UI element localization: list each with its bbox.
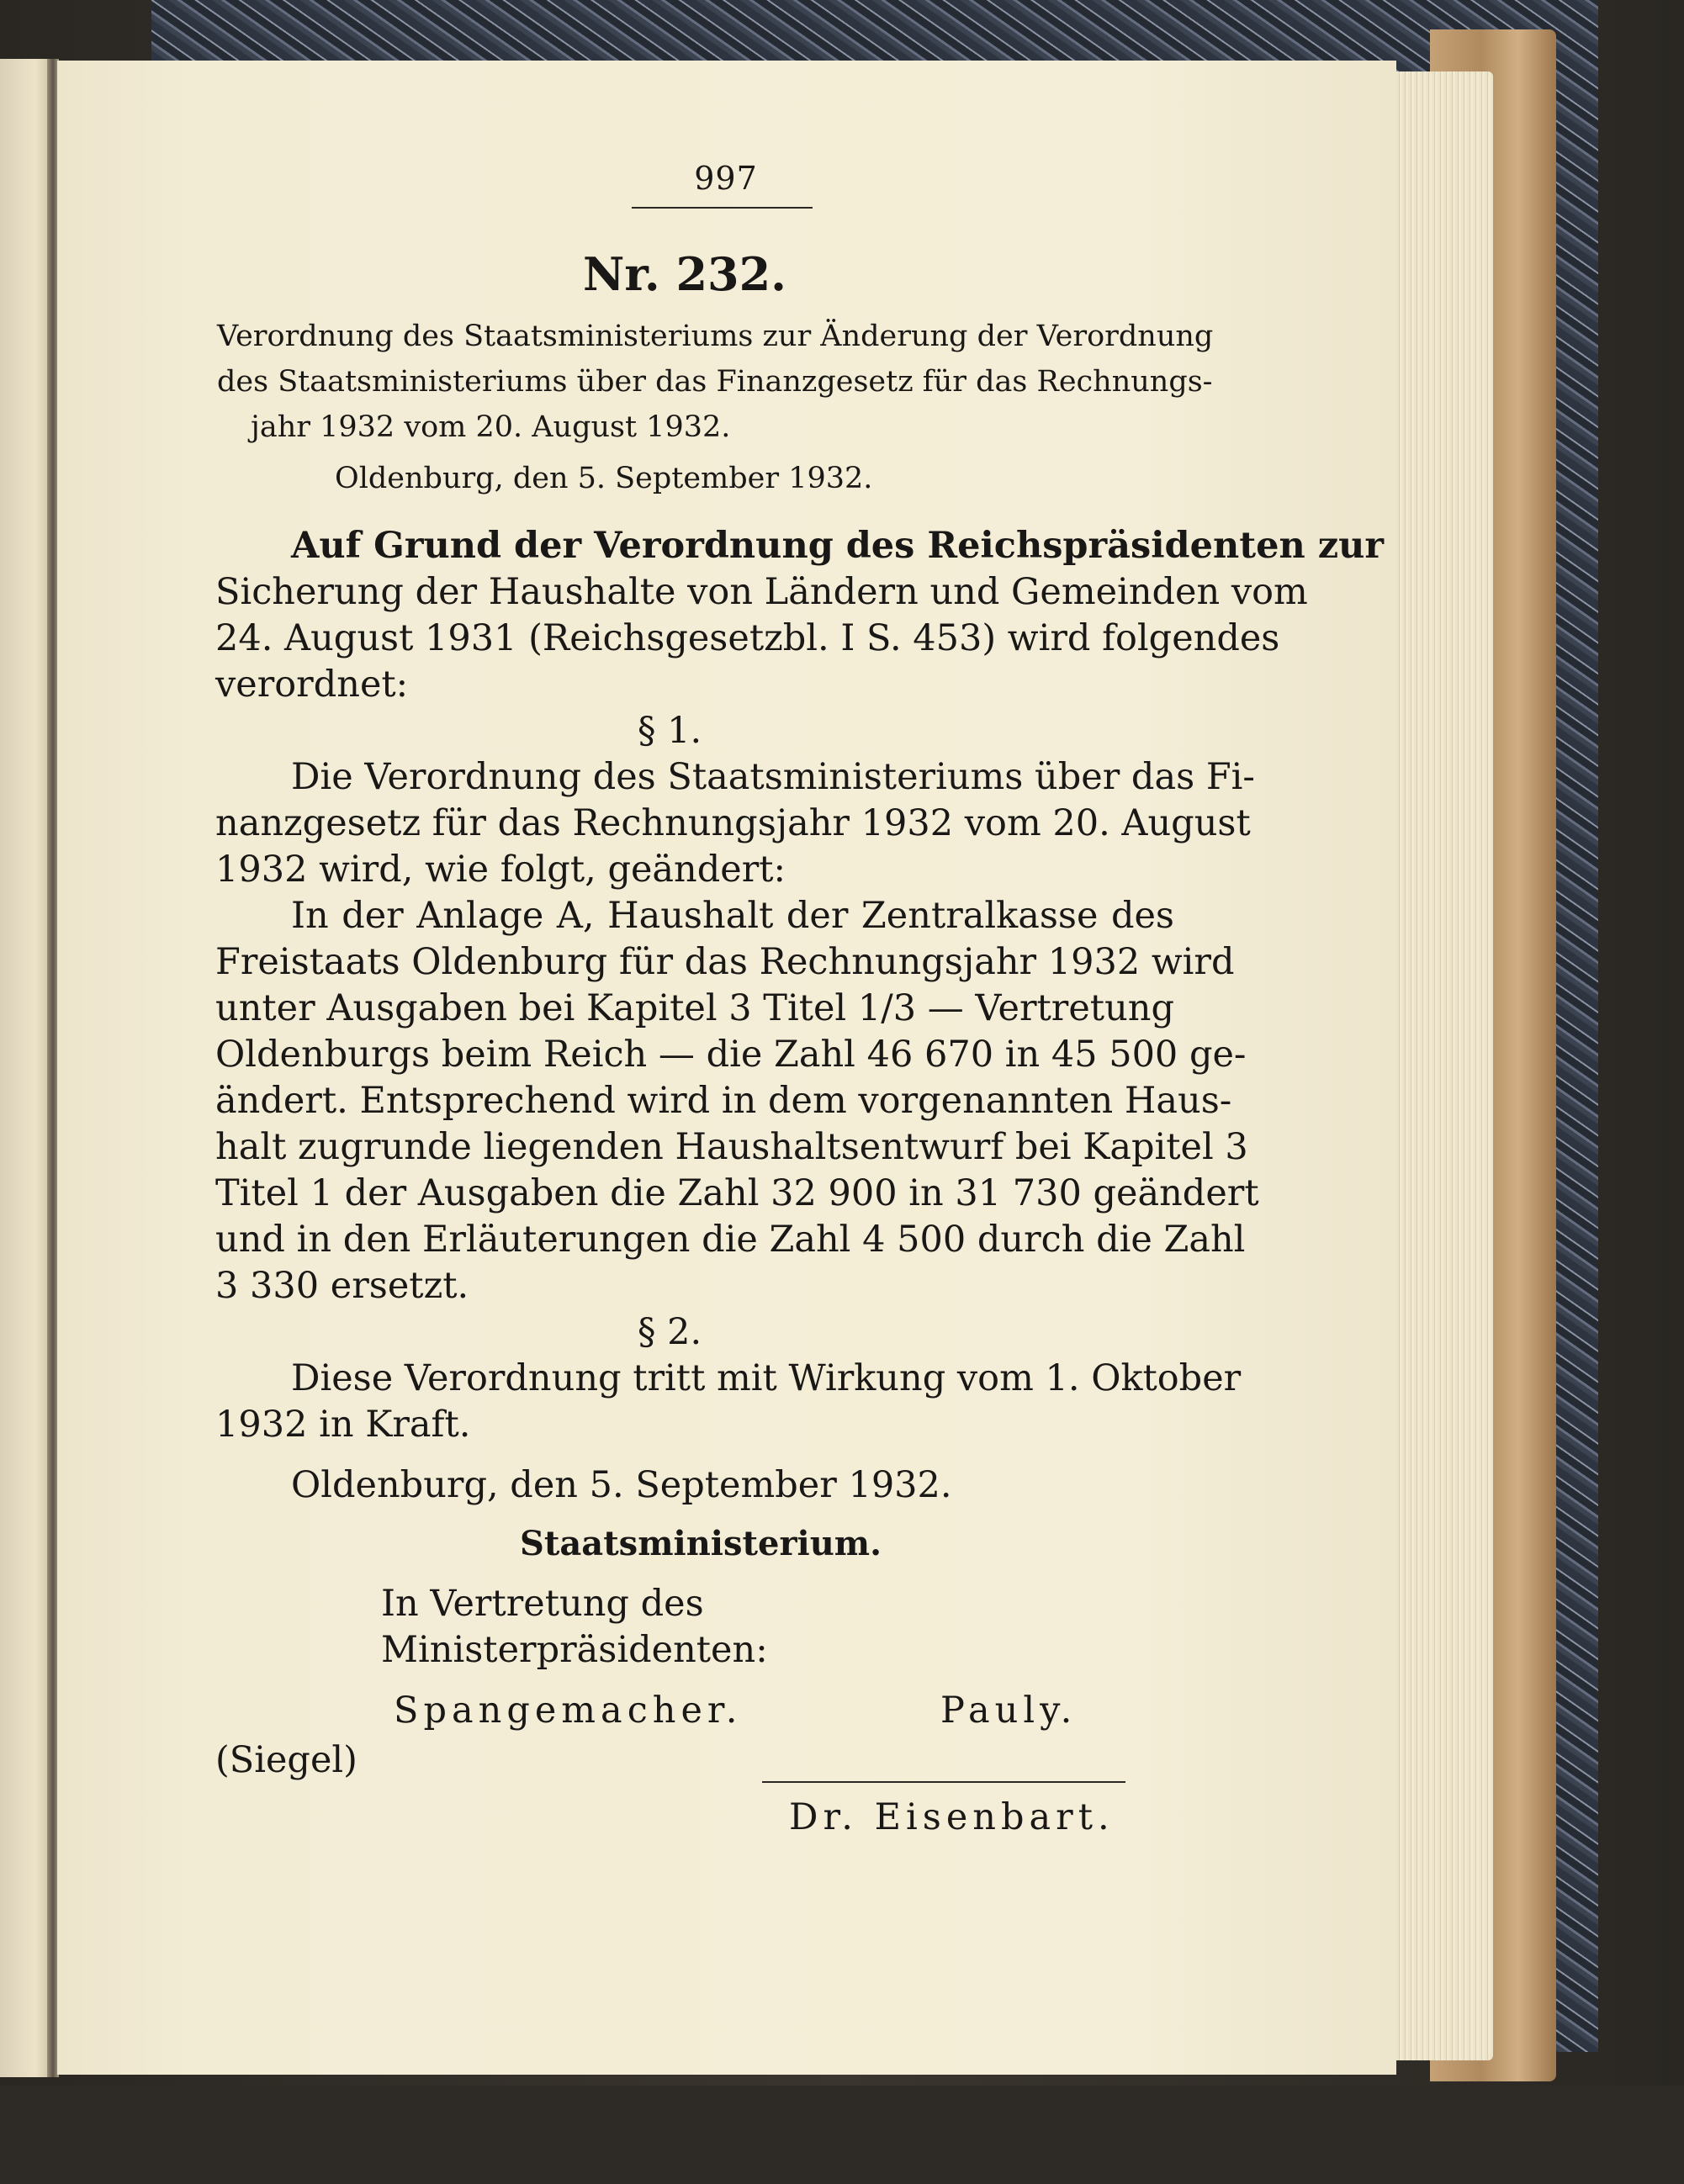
section-1-line-11: und in den Erläuterungen die Zahl 4 500 durch die Zahl (215, 1219, 1246, 1261)
heading-line-2: des Staatsministeriums über das Finanzgesetz für das Rechnungs- (217, 365, 1213, 399)
preamble-line-4: verordnet: (215, 664, 409, 706)
section-1-line-8: ändert. Entsprechend wird in dem vorgenannten Haus- (215, 1080, 1232, 1122)
section-2-title: § 2. (638, 1311, 702, 1353)
section-1-line-12: 3 330 ersetzt. (215, 1265, 469, 1307)
heading-line-3: jahr 1932 vom 20. August 1932. (251, 410, 731, 444)
ordinance-number: Nr. 232. (583, 247, 786, 301)
preamble-line-1: Auf Grund der Verordnung des Reichspräsidenten zur (291, 525, 1385, 567)
page-number: 997 (694, 160, 758, 197)
section-1-line-10: Titel 1 der Ausgaben die Zahl 32 900 in 31 730 geändert (215, 1172, 1259, 1214)
representation-line-1: In Vertretung des (381, 1583, 704, 1625)
page-number-rule (632, 207, 813, 209)
section-1-line-9: halt zugrunde liegenden Haushaltsentwurf bei Kapitel 3 (215, 1126, 1248, 1168)
section-1-line-4: In der Anlage A, Haushalt der Zentralkasse des (291, 895, 1174, 937)
signer-right: Pauly. (940, 1690, 1078, 1732)
left-page-edge (0, 59, 50, 2077)
section-1-line-5: Freistaats Oldenburg für das Rechnungsjahr 1932 wird (215, 941, 1235, 983)
page-block-edges (1396, 71, 1493, 2060)
heading-line-1: Verordnung des Staatsministeriums zur Änderung der Verordnung (217, 320, 1214, 353)
signer-left: Spangemacher. (394, 1690, 743, 1732)
preamble-line-3: 24. August 1931 (Reichsgesetzbl. I S. 453) wird folgendes (215, 617, 1280, 659)
preamble-line-2: Sicherung der Haushalte von Ländern und Gemeinden vom (215, 571, 1308, 613)
signer-bottom: Dr. Eisenbart. (789, 1796, 1115, 1838)
section-1-line-6: unter Ausgaben bei Kapitel 3 Titel 1/3 — Vertretung (215, 987, 1174, 1029)
closing-place-date: Oldenburg, den 5. September 1932. (291, 1464, 952, 1506)
signature-rule (762, 1781, 1125, 1783)
section-1-line-7: Oldenburgs beim Reich — die Zahl 46 670 in 45 500 ge- (215, 1034, 1247, 1076)
section-2-line-1: Diese Verordnung tritt mit Wirkung vom 1. Oktober (291, 1357, 1242, 1399)
section-1-line-1: Die Verordnung des Staatsministeriums über das Fi- (291, 756, 1255, 798)
heading-place-date: Oldenburg, den 5. September 1932. (335, 462, 873, 495)
section-2-line-2: 1932 in Kraft. (215, 1404, 471, 1446)
section-1-title: § 1. (638, 710, 702, 752)
section-1-line-3: 1932 wird, wie folgt, geändert: (215, 849, 786, 891)
section-1-line-2: nanzgesetz für das Rechnungsjahr 1932 vom 20. August (215, 802, 1251, 844)
seal-note: (Siegel) (215, 1739, 357, 1781)
authority: Staatsministerium. (520, 1524, 882, 1563)
document-page (57, 61, 1396, 2075)
cover-bottom (0, 2086, 1684, 2184)
representation-line-2: Ministerpräsidenten: (381, 1629, 768, 1671)
